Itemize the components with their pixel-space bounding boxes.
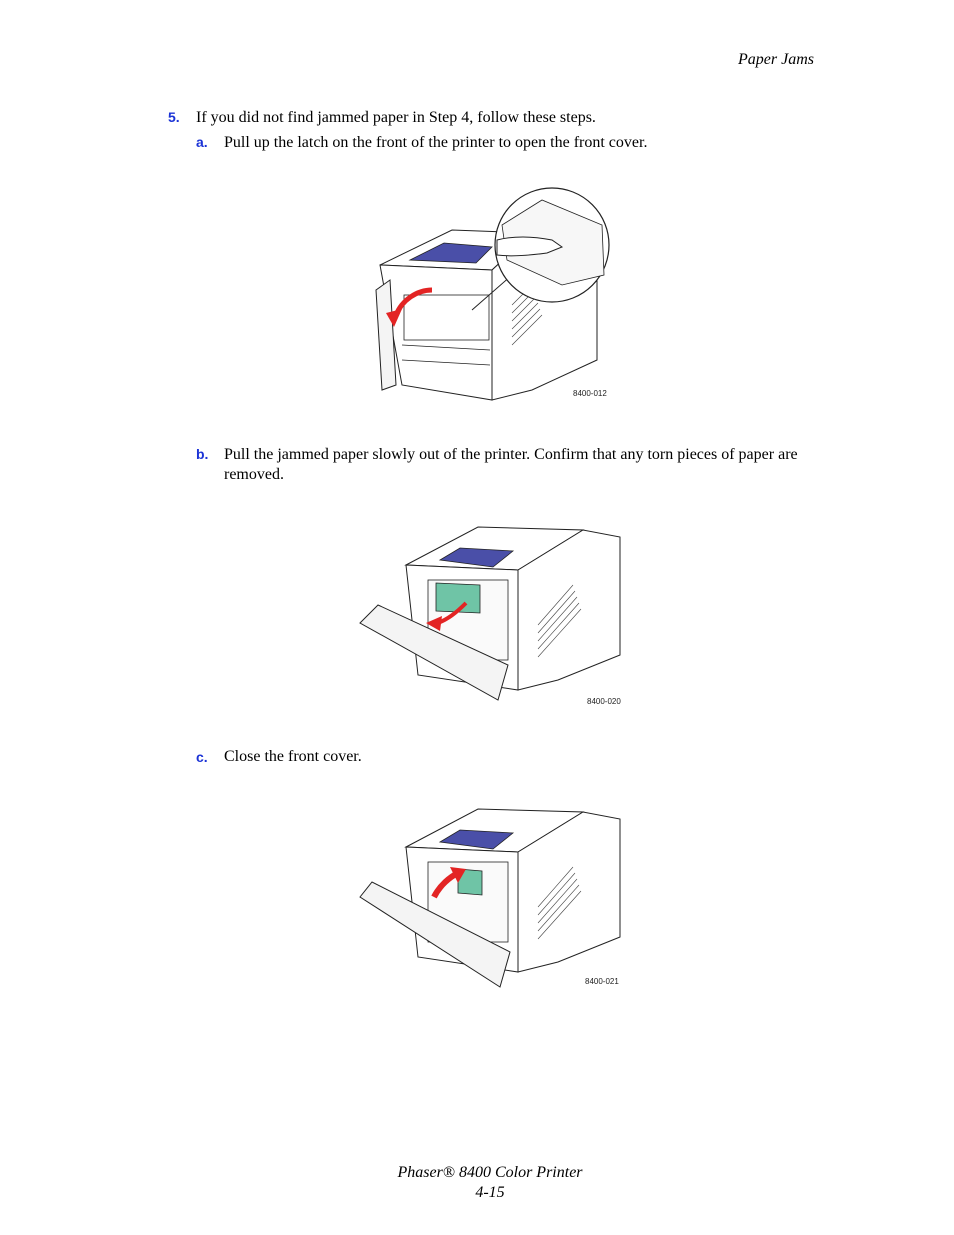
figure-pull-jammed-paper bbox=[358, 515, 628, 710]
step-5-text: If you did not find jammed paper in Step 4, follow these steps. bbox=[196, 109, 596, 126]
step-number-5: 5. bbox=[168, 109, 180, 125]
substep-b-letter: b. bbox=[196, 446, 209, 462]
printer-jammed-paper-illustration bbox=[358, 515, 628, 710]
substep-a-text: Pull up the latch on the front of the printer to open the front cover. bbox=[224, 134, 648, 151]
running-header: Paper Jams bbox=[738, 51, 814, 68]
substep-a-letter: a. bbox=[196, 134, 208, 150]
footer-product: Phaser® 8400 Color Printer bbox=[397, 1164, 583, 1181]
figure-1-label: 8400-012 bbox=[573, 389, 607, 398]
figure-close-front-cover bbox=[358, 797, 628, 992]
printer-open-cover-illustration bbox=[372, 185, 617, 405]
substep-b-text: Pull the jammed paper slowly out of the printer. Confirm that any torn pieces of paper are removed. bbox=[224, 446, 798, 483]
printer-close-cover-illustration bbox=[358, 797, 628, 992]
figure-open-front-cover bbox=[372, 185, 617, 405]
figure-3-label: 8400-021 bbox=[585, 977, 619, 986]
substep-c-text: Close the front cover. bbox=[224, 748, 362, 765]
figure-2-label: 8400-020 bbox=[587, 697, 621, 706]
footer-page-number: 4-15 bbox=[475, 1184, 505, 1201]
substep-c-letter: c. bbox=[196, 749, 208, 765]
